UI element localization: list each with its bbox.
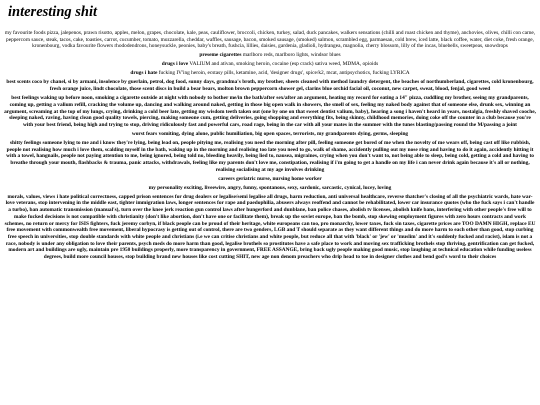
careers-text: geriatric nurse, nursing home worker — [236, 175, 322, 182]
favourite-foods-paragraph: my favourite foods pizza, jalepenos, prawn risotto, apples, melon, grapes, chocolate, kale, peas, cauliflower, broccoli, chicken, turkey, salad, duck pancakes, walkers sensations (chilli and roast chicken and thyme), anchovies, olives, chilli con carne, peppercorn sauce, steak, tacos, cake, toasties, carrot, cucumber, tomato, mozzarella, cheddar, waffles, sausage, bacon, smoked sausage, (smoked) salmon, scrambled egg, parmaesan, cold brew, iced latte, black coffee, water, diet coke, fresh orange, kronenbourg, vodka favourite flowers rhododendrons, honeysuckle, peonies, baby's breath, fushcia, lillies, daisies, gardenia, gladioli, hydrangea, magnolia, cherry blossom, lilly of the incas, bluebells, sweetpeas, snowdrops — [4, 30, 536, 50]
drugs-love-label: drugs i love — [161, 61, 189, 68]
careers-label: careers — [218, 175, 235, 182]
shitty-feelings-paragraph: shitty feelings someone lying to me and i know they're lying, being lead on, people pitying me, realising you need the morning after pill, feeling someone get bored of me when the novelty of me wears off, being cast off like rubbish, people not realising how much i love them, scalding myself in the bath, waking up in the morning and realising too late you need to go, walk of shame, accidently pulling out my nose ring and having to do it again, accidently hitting it with a towel, hangnails, people not paying attention to me, being ignored, being told no, bleeding heavily, being lied to, nausea, migraines, crying when you don't want to, not being able to sleep, being cold, getting a cold and having to breathe through your mouth, flashbacks & trauma, panic attacks, withdrawals, feeling like my parents don't love me, constipation, realising if i'm going to get a handle on my life i can never drink again because it's all or nothing, realising socialising at my age involves drinking — [6, 139, 534, 173]
cigarettes-line — [4, 52, 536, 59]
best-feelings-paragraph: best feelings waking up before noon, smoking a cigarette outside at night with nobody to bother me/in the bath/after sex/after an argument, heating my record for eating a 14" pizza, cuddling my brother, seeing my grandparents, coming up, getting a valium refill, cracking the volume up, dancing and walking around naked, getting in those big open walk in showers, the smell of sex, feeling my naked body against that of someone else, drunk sex, winning an argument, screaming at the top of my lungs, crying, drinking a cold beer late, getting my wisdom teeth taken out (one by one on that sweet dentist valium, baby), hearing a song i haven't heard in years, nostalgia, freshly shaved cooche, sleeping naked, raving, having clean good quality towels, piercing, making someone cum, getting deliveries, going shopping and everything fits, being skinny, childhood memories, doing coke off the counter in a club because you're with your best friend, being high and trying to stop, driving ridiculously fast and powerful cars, road rage, being in the car with all your mates in the summer with the tunes blasting/passing round the M/passing a joint — [4, 95, 536, 128]
drugs-hate-line — [4, 70, 536, 77]
morals-paragraph: morals, values, views i hate political correctness, capped prison sentences for drug dealers or legalise/semi legalise all drugs, harm reduction, anti universal healthcare, reverse thatcher's closing of all the psychiatric wards, hate war-love veterans, stop intervening in the middle east, tighter immigration laws, longer sentences for rape and paedophilia, abusers always reoffend and cannot be rehabilitated, lower car insurance quotes (who the fuck says i can't handle a turbo), ban automatic transmission (manual's), turn over the knee jerk reaction gun control laws after hungerford and dunblane, ban police chases, abolish tv licenses, abolish knife bans, interfering with other people's free will to make fucked decisions is not compatible with christianity (don't like abortion, don't have one or facilitate them), break up the soviet europe, ban the bomb, stop skewing employment figures with zero hours contracts and work schemes, no return or mercy for ISIS fighters, fuck jeremy corbyn, if black people can be proud of their heritage, white europeans can too, pro monarchy, lower taxes, fuck sin taxes, cigarette prices are TOO DAMN HIGH, replace EU free movement with commonwealth free movement, liberal hypocrasy is getting out of control, there are two genders, LGB and T should separate as they want different things and do more harm to each other than good, stop curbing free speech in universities, stop double standards with white people and christians (i.e we can critise christians and white people, but reduce all that with 'black' or 'jew' or 'muslim' and it's suddenly fucked and racist), islam is not a race, nobody is under any obligation to love their parents, psych meds do more harm than good, legalise brothels so prostitutes have a safe place to work and moving sex trafficking brothels stop thriving, gentrification can get fucked, modern art and buildings are ugly, maintain pre 1950 buildings properly, more transparency in government, FREE ASSANGE, bring back ugly people making good music, stop laughing at technical education while funding useless degrees, build more council houses, stop building brand new houses like cost cutting SHIT, new age non denom preachers who drip head to toe in designer clothes and bend god's word to their choices — [4, 193, 536, 261]
drugs-love-text: VALIUM and ativan, smoking heroin, cocaine (esp crack) sativa weed, MDMA, opioids — [189, 61, 379, 68]
cigarettes-text: marlboro reds, marlboro lights, windsor blues — [242, 52, 341, 59]
personality-line — [4, 185, 536, 192]
cigarettes-label: preseme cigarettes — [199, 52, 242, 59]
page-title: interesting shit — [8, 4, 98, 20]
drugs-hate-label: drugs i hate — [130, 70, 158, 77]
drugs-love-line — [4, 61, 536, 68]
drugs-hate-text: fucking IV'ing heroin, ecstasy pills, ketamine, acid, 'designer drugs', spice/k2, mcat, antipsychotics, fucking LYRICA — [158, 70, 410, 77]
post-body — [4, 30, 536, 263]
personality-text: exciting, liveewire, angry, funny, spontanous, sexy, sardonic, sarcastic, cynical, lucey, loving — [184, 184, 392, 191]
careers-line — [4, 176, 536, 183]
personality-label: my personality — [148, 184, 183, 191]
best-scents-paragraph: best scents coco by chanel, si by armani, insolence by guerlain, petrol, dog food, sunny days, grandma's broth, my brother, sheets cleaned with method laundry detergent, the beaches of northumberland, cigarettes, cold kronenbourg, fresh orange juice, lindt chocolate, those scent discs in build a bear bears, molton brown peppercorn shower gel, clarins blue orchid facial oil, coconut, new carpet, sweat, blood, fenjal, good weed — [6, 79, 534, 93]
worst-fears-paragraph: worst fears vomiting, dying alone, public humiliation, big open spaces, terrorists, my grandparents dying, germs, sleeping — [131, 130, 409, 137]
